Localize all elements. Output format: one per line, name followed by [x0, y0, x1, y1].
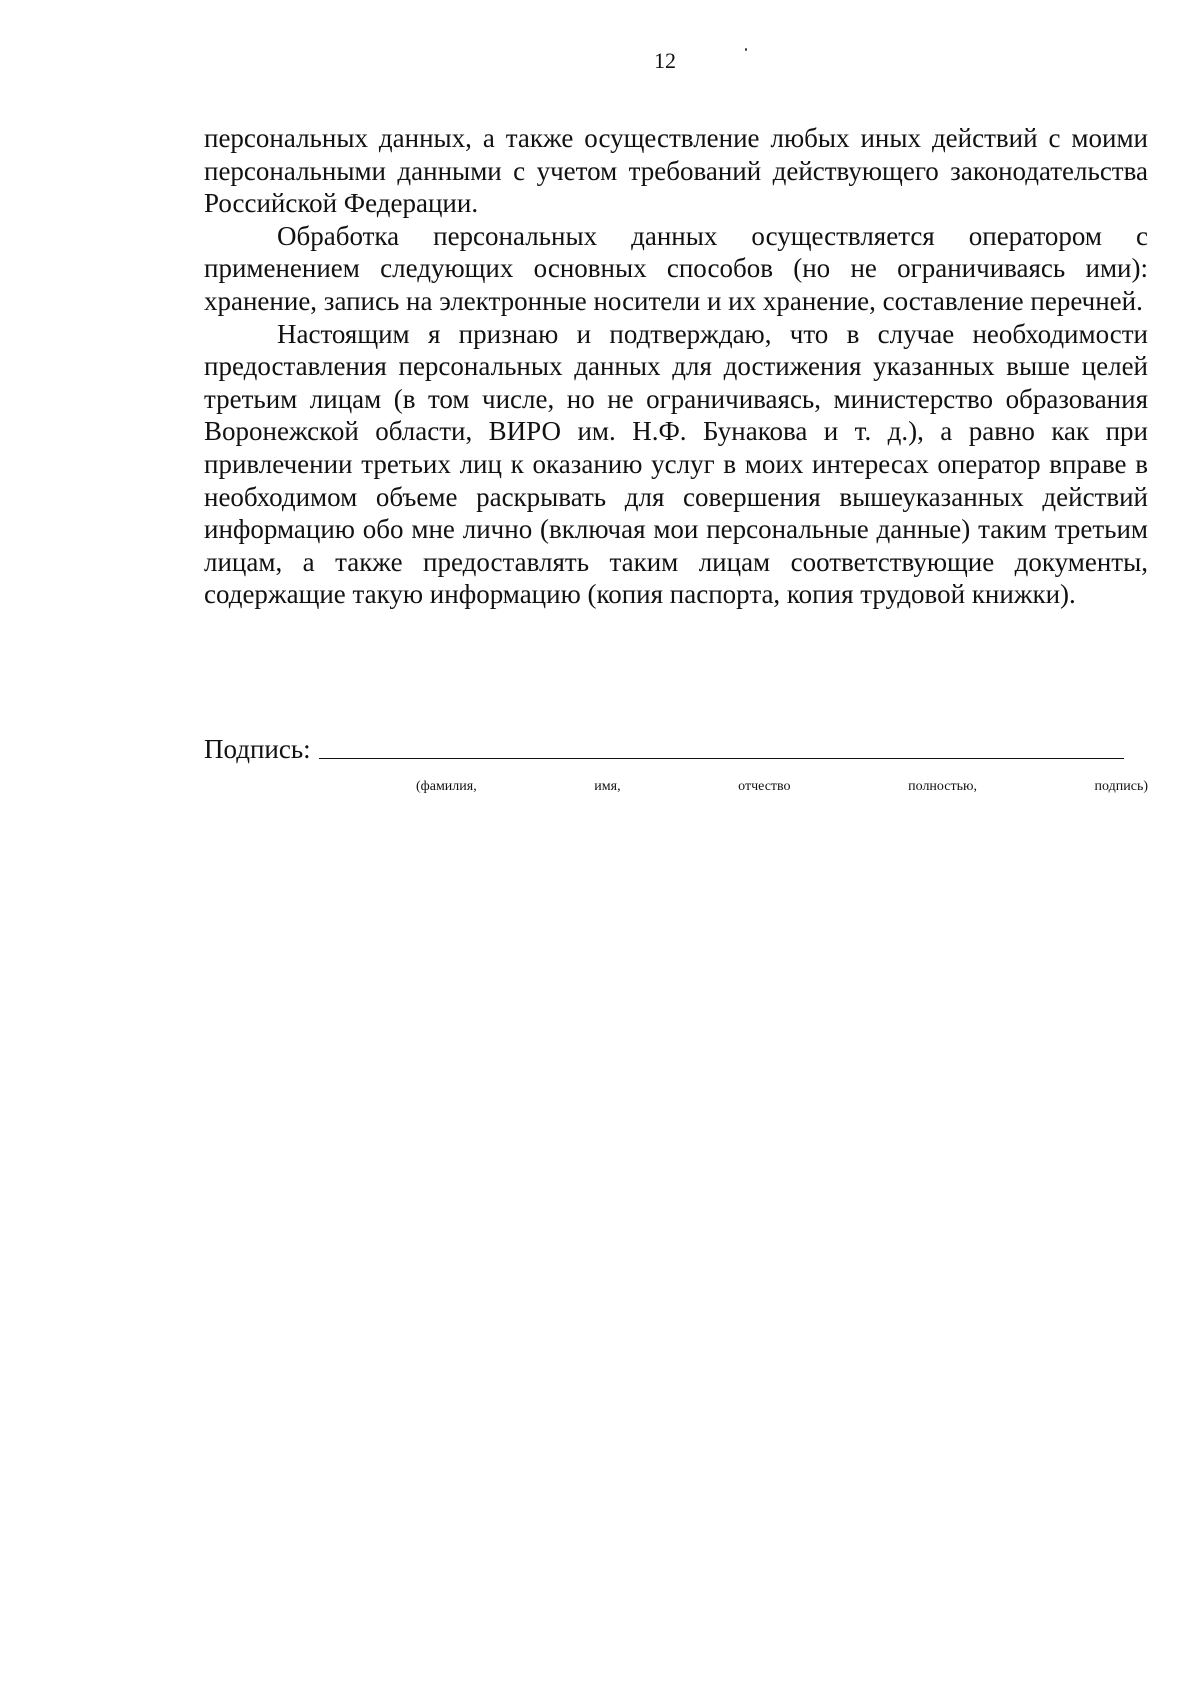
hint-name: имя, — [594, 779, 621, 794]
paragraph-processing-methods: Обработка персональных данных осуществляется оператором с применением следующих основных способов (но не ограничиваясь ими): хранение, запись на электронные носители и их хранение, составление перечней. — [204, 220, 1148, 316]
hint-surname: (фамилия, — [416, 779, 477, 794]
signature-line[interactable] — [319, 757, 1124, 759]
page-number: 12 — [654, 48, 676, 73]
signature-row — [204, 725, 1124, 765]
signature-label: Подпись: — [204, 734, 311, 764]
document-body — [204, 122, 1148, 611]
hint-signature: подпись) — [1094, 779, 1148, 794]
hint-fully: полностью, — [908, 779, 977, 794]
scan-speck — [745, 48, 747, 51]
signature-hints — [416, 778, 1148, 796]
paragraph-continuation: персональных данных, а также осуществление любых иных действий с моими персональными данными с учетом требований действующего законодательства Российской Федерации. — [204, 123, 1148, 219]
paragraph-third-party-consent: Настоящим я признаю и подтверждаю, что в случае необходимости предоставления персональных данных для достижения указанных выше целей третьим лицам (в том числе, но не ограничиваясь, министерство образования Воронежской области, ВИРО им. Н.Ф. Бунакова и т. д.), а равно как при привлечении третьих лиц к оказанию услуг в моих интересах оператор вправе в необходимом объеме раскрывать для совершения вышеуказанных действий информацию обо мне лично (включая мои персональные данные) таким третьим лицам, а также предоставлять таким лицам соответствующие документы, содержащие такую информацию (копия паспорта, копия трудовой книжки). — [204, 318, 1148, 610]
hint-patronymic: отчество — [738, 779, 791, 794]
